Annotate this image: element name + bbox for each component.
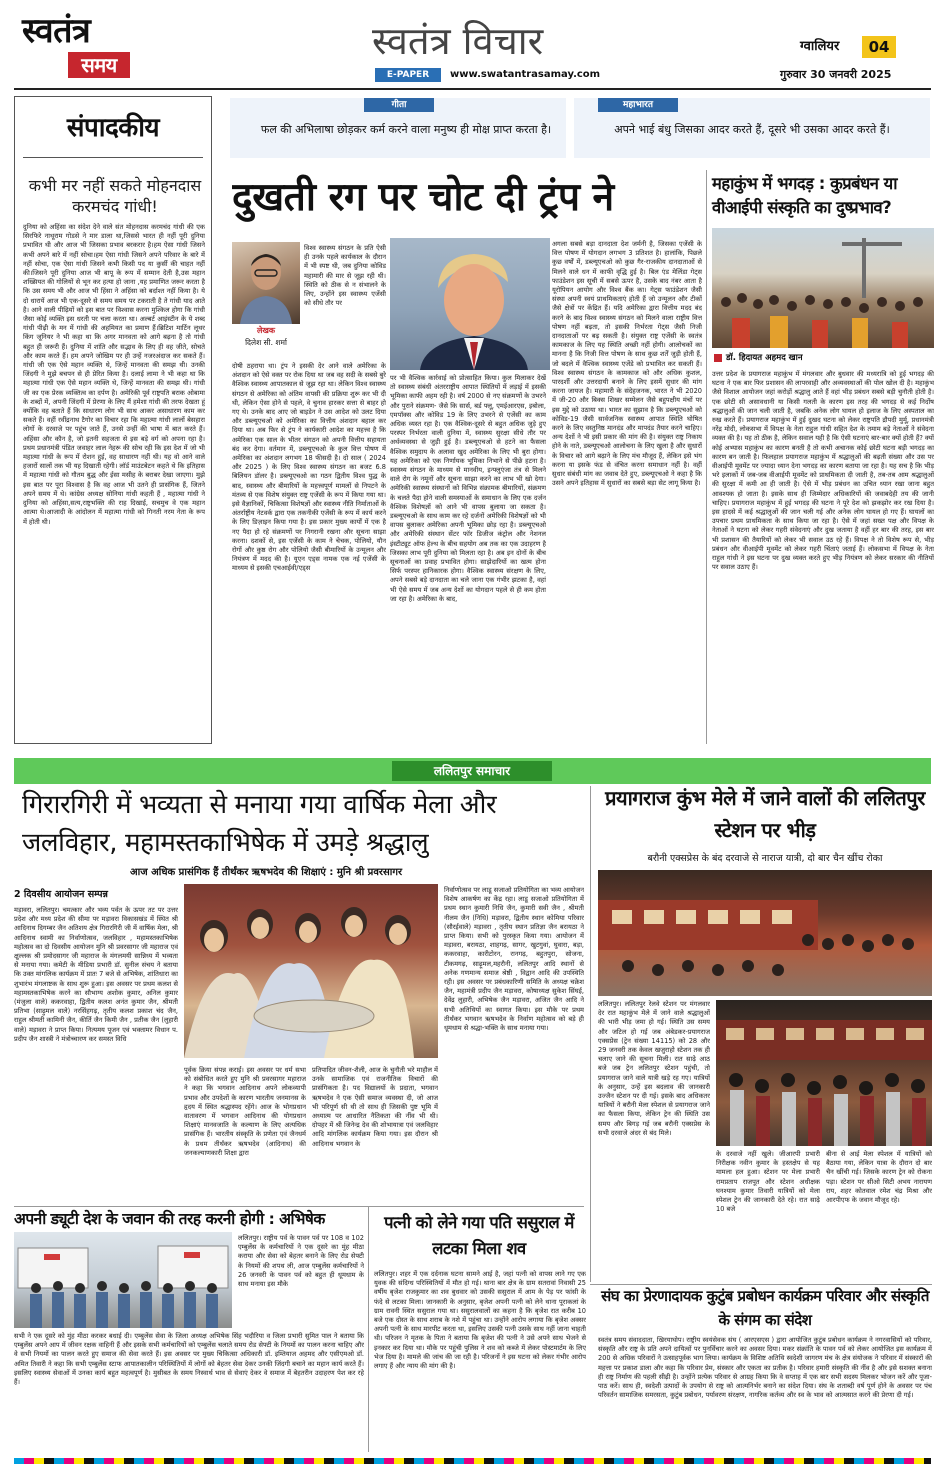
lead-column-1a: विश्व स्वास्थ्य संगठन के प्रति ऐसी ही उनके पहले कार्यकाल के दौरान में भी स्पष्ट थी, जब दुनिया कोविड महामारी की मार से जूझ रही थी। स्थिति को ठीक से न संभालने के लिए, उन्होंने इस स्वास्थ्य एजेंसी को सीधे तौर पर bbox=[304, 244, 386, 308]
author-portrait-icon bbox=[232, 242, 300, 324]
ambulance-staff-icon bbox=[14, 1232, 232, 1328]
editorial-section-title: संपादकीय bbox=[66, 113, 160, 143]
duty-headline: अपनी ड्यूटी देश के जवान की तरह करनी होगी : अभिषेक bbox=[14, 1210, 325, 1228]
masthead bbox=[0, 0, 945, 92]
crowd-scene-icon bbox=[712, 228, 934, 348]
quote-text: अपने भाई बंधु जिसका आदर करते हैं, दूसरे भी उसका आदर करते हैं। bbox=[614, 123, 890, 136]
quote-label: गीता bbox=[364, 98, 434, 112]
lead-column-3: अगला सबसे बड़ा दानदाता देश जर्मनी है, जिसका एजेंसी के वित्त पोषण में योगदान लगभग 3 प्रतिशत है। हालांकि, पिछले कुछ वर्षों में, डब्ल्यूएचओ को कुछ गैर-राजकीय दानदाताओं से मिलने वाले धन में काफी वृद्धि हुई है। बिल एंड मेलिंडा गेट्स फाउंडेशन इस सूची में सबसे ऊपर है, उसके बाद नंबर आता है यूरोपियन आयोग और विश्व बैंक का। गेट्स फाउंडेशन जैसी संस्था अपनी स्वयं प्राथमिकताएं होती हैं जो उन्मूलन और टीकों जैसे क्षेत्रों पर केंद्रित हैं। यदि अमेरिका द्वारा वित्तीय मदद बंद करने के बाद विश्व स्वास्थ्य संगठन को मिलने वाला राष्ट्रीय वित्त पोषण नहीं बढ़ता, तो इसकी निर्भरता गेट्स जैसी निजी दानदाताओं पर बढ़ सकती है। संयुक्त राष्ट्र एजेंसी के स्वतंत्र कामकाज के लिए यह स्थिति अच्छी नहीं होगी। आलोचकों का मानना है कि निजी वित्त पोषण के साथ कुछ शर्तें जुड़ी होती हैं, जो बदले में वैश्विक स्वास्थ्य एजेंडे को प्रभावित कर सकती हैं। विश्व स्वास्थ्य संगठन के कामकाज को और अधिक कुशल, पारदर्शी और उत्तरदायी बनाने के लिए इसमें सुधार की मांग करना जायज है। महामारी के संदेहजनक, भारत ने भी 2020 में जी-20 और बिक्स शिखर सम्मेलन जैसे बहुपक्षीय मंचों पर इस मुद्दे को उठाया था। भारत का सुझाव है कि डब्ल्यूएचओ को कोविड-19 जैसी सार्वजनिक स्वास्थ्य आपात स्थिति घोषित करने के लिए वस्तुनिष्ठ मानदंड और मापदंड तैयार करने चाहिए। अन्य देशों ने भी इसी प्रकार की मांग की है। संयुक्त राष्ट्र निकाय होने के नाते, डब्ल्यूएचओ आलोचना के लिए खुला है और सुधारों के विचार को आगे बढ़ाने के लिए मंच मौजूद हैं, लेकिन इसे भंग करना या इसके फंड से वंचित करना समाधान नहीं है। वहीं सुधार संबंधी मांग का जवाब देते हुए, डब्ल्यूएचओ ने कहा है कि उसने अपने इतिहास में सुधारों का सबसे बड़ा सेट लागू किया है। bbox=[552, 240, 702, 488]
mela-column-2: पूर्वक क्रिया संपन्न कराईं। इस अवसर पर धर्म सभा को संबोधित करते हुए मुनि श्री प्रवरसागर महाराज ने कहा कि भगवान आदिनाथ अपने लोकव्यापी प्रभाव और उपदेशों के कारण भारतीय जनमानस के हृदय में स्थित श्रद्धास्पद रहेंगे। आज के भोगप्रधान वातावरण में भगवान आदिनाथ की योगप्रधान शिक्षाएं मानवजाति के कल्याण के लिए अत्यधिक प्रासंगिक हैं। भारतीय संस्कृति के प्रणेता एवं जैनधर्म के प्रथम तीर्थंकर ऋषभदेव (आदिनाथ) की जनकल्याणकारी शिक्षा द्वारा bbox=[184, 1066, 306, 1157]
editorial-body: दुनिया को अहिंसा का संदेश देने वाले संत मोहनदास करमचंद गांधी की एक सिरफिरे नाथूराम गोडसे ने मार डाला था,जिससे भारत ही नहीं पूरी दुनिया प्रभावित थी और आज भी जिसका प्रभाव बरकरार है।हम ऐसा गांधी जिसने कभी अपने बारे में नहीं सोचा।हम ऐसा गांधी जिसने अपने परिवार के बारे में नहीं सोचा, एक ऐसा गांधी जिसने कभी किसी पद या कुर्सी की चाहत नहीं की।जिसने पूरी दुनिया आज भी बापू के रूप में सम्मान देती है,उस महान शख्सियत की गोलियों से भून कर हत्या हो जाना ,यह प्रमाणित जरूर करता है कि उस समय भी और आज भी हिंसा ने अहिंसा को बर्दाश्त नहीं किया है। ये दो धारायें आज भी एक-दूसरे से समय समय पर टकराती है ते गांधी याद आते है। आने वाली पीढ़ियों को इस बात पर विश्वास करना मुश्किल होगा कि गांधी जैसा कोई व्यक्ति इस धरती पर चला करता था। अल्बर्ट आइंस्टीन के ये शब्द गांधी पीढ़ी के मन में गांधी की अहमियत का प्रमाण हैं।ब्रिटिश मार्टिन लूथर किंग जूनियर ने भी कहा था कि अगर मानवता को आगे बढ़ना है तो गांधी बहुत ही जरूरी हैं। दुनिया में शांति और सद्भाव के लिए ही वह जीते, सोचते और काम करते हैं। हम अपने जोखिम पर ही उन्हें नजरअंदाज कर सकते हैं। गांधी जी एक ऐसे महान व्यक्ति थे, जिन्हें मानवता की समझ थी। उनकी जिंदगी ने मुझे बचपन से ही प्रेरित किया है। दलाई लामा ने भी कहा था कि महात्मा गांधी एक ऐसे महान व्यक्ति थे, जिन्हें मानवता की समझ थी। गांधी जी का एक प्रेरक व्यक्तित्व का दर्पण है। अमेरिकी पूर्व राष्ट्रपति बराक ओबामा के शब्दों में, अपनी जिंदगी में प्रेरणा के लिए मैं हमेशा गांधी की तरफ देखता हूं क्योंकि वह बताते हैं कि साधारण लोग भी साथ आकर असाधारण काम कर सकते हैं। वहीं रवींद्रनाथ टैगोर का विचार रहा कि महात्मा गांधी लालों बेसहारा लोगों के दरवाजे पर पहुंच जाते हैं, उनसे उन्हीं की भाषा में बात करते हैं। अहिंसा और कौन है, जो इतनी सहजता से इस बड़े वर्ग को अपना रहा है। प्रथम प्रधानमंत्री पंडित जवाहर लाल नेहरू की सोच रही कि इस देश में जो भी महात्मा गांधी के रूप में रोशन हुई, वह साधारण नहीं थी। यह वो आने वाले हजारों सालों तक भी यह दिखाती रहेगी। लॉर्ड माउंटबेटन कहते थे कि इतिहास में महात्मा गांधी को गौतम बुद्ध और ईसा मसीह के बराबर देखा जाएगा। मुझे इस बात पर पूरा विश्वास है कि वह आज भी उतने ही प्रासंगिक हैं, जितने अपने समय में थे। कांग्रेस अध्यक्ष सोनिया गांधी कहती हैं , महात्मा गांधी ने दुनिया को अहिंसा,सत्य,राष्ट्रभक्ति की राह दिखाई, सचमुच वे एक महान आत्मा थे।आजादी के आंदोलन में महात्मा गांधी को गिनती नरम नेता के रूप में होती थी। bbox=[23, 223, 205, 526]
editorial-headline: कभी मर नहीं सकते मोहनदास करमचंद गांधी! bbox=[28, 176, 202, 216]
byline-marker-icon bbox=[714, 354, 722, 362]
editorial-column bbox=[14, 96, 212, 744]
mela-deck: आज अधिक प्रासंगिक हैं तीर्थंकर ऋषभदेव की शिक्षाएं : मुनि श्री प्रवरसागर bbox=[130, 867, 403, 878]
mela-column-4: निर्वाणोत्सव पर लाडू सजाओ प्रतियोगिता का भव्य आयोजन विशेष आकर्षण का केंद्र रहा। लाडू सजाओ प्रतियोगिता में प्रथम स्थान कुमारी निधि जैन, कुमारी सवी जैन , श्रीमती नीलम जैन (निधि) मड़ावरा, द्वितीय स्थान कोमिया परिवार (सौरईवाले) मड़ावरा , तृतीय स्थान प्रतिज्ञा जैन बरायठा ने प्राप्त किया। सभी को पुरस्कृत किया गया। आयोजन में मड़ावरा, बरायठा, शाहगढ़, सागर, खुटगुवां, घुवारा, बड़ा, ककरवाहा, कारीटोरन, रानगढ़, बहुतपुरा, सोजना, टीकमगढ़, साढ़ूमल,महरौनी, ललितपुर आदि स्थानों से अनेक गणमान्य समाज श्रेष्ठी , विद्वान आदि की उपस्थिति रही। इस अवसर पर प्रबंधकारिणी समिति के अध्यक्ष चक्रेश जैन, महामंत्री प्रदीप जैन मड़ावरा, कोषाध्यक्ष सुकेश सिंघई, देवेंद्र लुहारी, अभिषेक जैन मड़ावरा, अजित जैन आदि ने सभी अतिथियों का स्वागत किया। इस मौके पर प्रथम तीर्थंकर भगवान ऋषभदेव के निर्वाण महोत्सव को बड़े ही धूमधाम से श्रद्धा-भक्ति के साथ मनाया गया। bbox=[444, 886, 584, 1033]
duty-body: सभी ने एक दूसरे को मुंह मीठा करकर बधाई दी। एम्बुलेंस सेवा के जिला अध्यक्ष अभिषेक सिंह भदौरिया व जिला प्रभारी सुमित पाल ने बताया कि एम्बुलेंस अपने आप में जीवन रक्षक वाहिनी हैं और इसके सभी कर्मचारियों को एम्बुलेंस चलाते समय रोड सेफ्टी के नियमों का पालन करना चाहिए और वे सभी नियमों का पालन करते हुए समाज की सेवा करते हैं। इस अवसर पर मुख्य चिकित्सा अधिकारी डॉ. इम्तियाज अहमद और एसीएमओ डॉ. अमित तिवारी ने कहा कि सभी एम्बुलेंस स्टाफ आपातकालीन परिस्थितियों में लोगों को बेहतर सेवा देकर उनकी जिंदगी बचाने का महान कार्य करते हैं। इसलिए स्वास्थ्य सेवाओं में उनका कार्य बहुत महत्वपूर्ण है। मुसीबत के समय निस्वार्थ भाव से सेवाएं देकर वे समाज में बेहतरीन उदाहरण पेश कर रहे हैं। bbox=[14, 1332, 364, 1387]
president-portrait-icon bbox=[390, 238, 550, 370]
quote-text: फल की अभिलाषा छोड़कर कर्म करने वाला मनुष्य ही मोक्ष प्राप्त करता है। bbox=[260, 123, 552, 136]
station-photo-2 bbox=[716, 1000, 932, 1146]
divider bbox=[23, 157, 203, 158]
ambulance-photo bbox=[14, 1232, 232, 1328]
author-photo bbox=[232, 242, 300, 324]
logo-bottom: समय bbox=[68, 52, 130, 78]
lead-headline: दुखती रग पर चोट दी ट्रंप ने bbox=[232, 175, 614, 220]
station-photo-1 bbox=[598, 870, 932, 996]
station-headline: प्रयागराज कुंभ मेले में जाने वालों की ललितपुर स्टेशन पर भीड़ bbox=[605, 786, 925, 842]
lead-column-2: पर भी वैश्विक कार्रवाई को प्रोत्साहित किया। कुल मिलाकर देखें तो स्वास्थ्य संबंधी अंतरराष्ट्रीय आपात स्थितियों में लड़ाई में इसकी भूमिका काफी अहम रही है। वर्ष 2000 से नए संक्रमणों के उभरने और पुराने संक्रमण- जैसे कि सार्स, बर्ड फ्लू, एमईआरएस, इबोला, एमपॉक्स और कोविड 19 के लिए उभरने से एजेंसी का काम अधिक व्यस्त रहा है। एक वैश्विक-दूसरे से बहुत अधिक जुड़े हुए परस्पर निर्भरता वाली दुनिया में, स्वास्थ्य सुरक्षा सीधे तौर पर अर्थव्यवस्था से जुड़ी हुई है। डब्ल्यूएचओ से हटने का फैसला वैश्विक समुदाय के अलावा खुद अमेरिका के लिए भी बुरा होगा। यह अमेरिका को एक निर्णायक भूमिका निभाने से पीछे हटना है। स्वास्थ्य संगठन के माध्यम से मानवीय, इन्फ्लुएंजा तंत्र से मिलने वाले रोग के नमूनों और सूचना साझा करने का लाभ भी खो देगा। अमेरिकी स्वास्थ्य संस्थानों को विभिन्न संक्रामक बीमारियों, संक्रमण के चलते पैदा होने वाली समस्याओं के समाधान के लिए एक दर्जन वैश्विक विशेषज्ञों को आने भी वापस बुलाया जा सकता है। डब्ल्यूएचओ के साथ काम कर रहे दर्जनों अमेरिकी विशेषज्ञों को भी वापस बुलाकर अमेरिका अपनी भूमिका छोड़ रहा है। डब्ल्यूएचओ और अमेरिकी संस्थान सेंटर फॉर डिजीज कंट्रोल और नेशनल इंस्टीट्यूट ऑफ हेल्थ के बीच सहयोग अब तक का एक उदाहरण है जिसका लाभ पूरी दुनिया को मिलता रहा है। अब इन दोनों के बीच सूचनाओं का प्रवाह प्रभावित होगा। साझेदारियों का खत्म होना सिर्फ परस्पर हानिकारक होगा। वैश्विक स्वास्थ्य संरक्षण के लिए, अपने सबसे बड़े दानदाता का चले जाना एक गंभीर झटका है, वहां भी ऐसे समय में जब अन्य देशों का योगदान पहले से ही कम होता जा रहा है। अमेरिका के बाद, bbox=[390, 374, 546, 603]
station-column-1: ललितपुर। ललितपुर रेलवे स्टेशन पर मंगलवार देर रात महाकुंभ मेले में जाने वाले श्रद्धालुओं की भारी भीड़ जमा हो गई। स्थिति उस समय और जटिल हो गई जब अंबेडकर-प्रयागराज एक्सप्रेस (ट्रेन संख्या 14115) को 28 और 29 जनवरी तक केवल खजुराहो स्टेशन तक ही चलाए जाने की सूचना मिली। रात साढ़े आठ बजे जब ट्रेन ललितपुर स्टेशन पहुंची, तो प्रयागराज जाने वाले यात्री खड़े रह गए। यात्रियों के अनुसार, उन्हें इस बदलाव की जानकारी उज्जैन स्टेशन पर दी गई। इसके बाद अधिकतर यात्रियों ने बरौनी मेला स्पेशल से प्रयागराज जाने का फैसला किया, लेकिन ट्रेन की स्थिति उस समय और बिगड़ गई जब बरौनी एक्सप्रेस के सभी दरवाजे अंदर से बंद मिले। bbox=[598, 1000, 710, 1137]
lead-photo bbox=[390, 238, 550, 370]
duty-column-1: ललितपुर। राष्ट्रीय पर्व के पावन पर्व पर 108 व 102 एम्बुलेंस के कर्मचारियों ने एक दूसरे का मुंह मीठा कराया और सेवा को बेहतर बनाने के लिए रोड सेफ्टी के नियमों की शपथ ली, आज एम्बुलेंस कर्मचारियों ने 26 जनवरी के पावन पर्व को बहुत ही धूमधाम के साथ मनाया इस मौके bbox=[238, 1234, 364, 1289]
mela-subhead: 2 दिवसीय आयोजन सम्पन्न bbox=[14, 889, 108, 900]
lalitpur-banner bbox=[14, 758, 931, 784]
ceremony-scene-icon bbox=[184, 884, 438, 1058]
station-column-2b: बीना से आई मेला स्पेशल में यात्रियों को बैठाया गया, लेकिन यात्रा के दौरान दो बार चैन खींची गई। जिसके कारण ट्रेन को रोकना पड़ा। स्टेशन पर सीओ सिटी अभय नारायण राय, शहर कोतवाल रमेश चंद्र मिश्रा और आरपीएफ के जवान मौजूद रहे। bbox=[826, 1150, 932, 1205]
city-label: ग्वालियर bbox=[800, 39, 840, 54]
kumbh-photo bbox=[712, 228, 934, 348]
mela-column-1: मड़ावरा, ललितपुर। चमत्कार और भव्य पर्वत के ऊपर तट पर उत्तर प्रदेश और मध्य प्रदेश की सीमा पर मड़ावरा विकासखंड में स्थित श्री आदिनाथ दिगम्बर जैन अतिशय क्षेत्र गिरारगिरी जी में वार्षिक मेला, श्री आदिनाथ स्वामी का निर्वाणोत्सव, जलविहार , महामस्तकाभिषेक महोत्सव का दो दिवसीय आयोजन मुनि श्री प्रवरसागर जी महाराज एवं क्षुल्लक श्री प्रमोदसागर जी महाराज के मंगलमयी सान्निध्य में भव्यता से मनाया गया। कमेटी के मीडिया प्रभारी डॉ. सुनील संचय ने बताया कि उक्त मांगलिक कार्यक्रम में प्रातः 7 बजे से अभिषेक, शांतिधारा का शुभारंभ मंगलाष्टक के साथ शुरू हुआ। इस अवसर पर प्रथम कलश से महामस्तकाभिषेक करने का सौभाग्य अशोक कुमार, अनिल कुमार (मंजुला वाले) ककरवाहा, द्वितीय कलश अनंत कुमार जैन, श्रीमती प्रतिभा (साढ़ुमल वाले) नरसिंहगढ़, तृतीय कलश प्रकाश चंद जैन, राहुल श्रीमती कामिनी जैन, कीर्ति जैन किमी जैन , प्रतीक जैन (लुहारी वाले) मड़ावरा ने प्राप्त किया। नित्यमय पूजन एवं भक्तामर विधान प. प्रदीप जैन शास्त्री ने मंत्रोच्चारण कर समस्त विधि bbox=[14, 906, 178, 1043]
column-divider bbox=[706, 170, 707, 744]
kumbh-headline: महाकुंभ में भगदड़ : कुप्रबंधन या वीआईपी संस्कृति का दुष्प्रभाव? bbox=[712, 174, 897, 217]
masthead-title: स्वतंत्र विचार bbox=[372, 19, 544, 63]
divider bbox=[14, 1206, 584, 1207]
printer-color-bar bbox=[14, 1458, 931, 1464]
masthead-rule bbox=[14, 88, 931, 90]
column-divider bbox=[590, 786, 591, 1282]
kumbh-byline: डॉ. हिदायत अहमद खान bbox=[726, 353, 803, 363]
wife-headline: पत्नी को लेने गया पति ससुराल में लटका मिला शव bbox=[384, 1213, 574, 1258]
page-number: 04 bbox=[862, 36, 896, 58]
epaper-label: E-PAPER bbox=[375, 68, 441, 82]
lalitpur-banner-label: ललितपुर समाचार bbox=[392, 761, 552, 781]
station-column-2a: के दरवाजे नहीं खुले। जीआरपी प्रभारी निरीक्षक नवीन कुमार के हस्तक्षेप से यह मामला हल हुआ। स्टेशन पर मेला प्रभारी रामप्रताप राजपूत और स्टेशन अधीक्षक घनश्याम कुमार तिवारी यात्रियों को मेला स्पेशल ट्रेन की जानकारी देते रहे। रात साढ़े 10 बजे bbox=[716, 1150, 820, 1214]
logo-top: स्वतंत्र bbox=[22, 11, 91, 51]
author-tag: लेखक bbox=[256, 326, 276, 335]
mela-headline: गिरारगिरी में भव्यता से मनाया गया वार्षिक मेला और जलविहार, महामस्तकाभिषेक में उमड़े श्रद्धालु bbox=[22, 790, 497, 858]
sangh-headline: संघ का प्रेरणादायक कुटुंब प्रबोधन कार्यक्रम परिवार और संस्कृति के संगम का संदेश bbox=[601, 1287, 929, 1329]
lead-column-1: दोषी ठहराया था। ट्रंप ने इसकी देर आने वाले अमेरिका के अंशदान को ऐसे वक्त पर रोक दिया था जब वह सदी के सबसे बुरे वैश्विक स्वास्थ्य आपातकाल से जूझ रहा था। लेकिन विश्व स्वास्थ्य संगठन से अमेरिका को अंतिम वापसी की प्रक्रिया शुरू कर भी दी थी, लेकिन ऐसा होने से पहले, वे चुनाव हारकर सत्ता से बाहर हो गए थे। उनके बाद आए जो बाइडेन ने उस आदेश को उलट दिया और डब्ल्यूएचओ को अमेरिका का वित्तीय अंशदान बहाल कर दिया था। अब फिर से ट्रंप ने कार्यकारी आदेश का महत्त्व है कि अमेरिका एक साल के भीतर संगठन को अपनी वित्तीय सहायता बंद कर देगा। वर्तमान में, डब्ल्यूएचओ के कुल वित्त पोषण में अमेरिका का अंशदान लगभग 18 फीसदी है। दो साल ( 2024 और 2025 ) के लिए विश्व स्वास्थ्य संगठन का बजट 6.8 बिलियन डॉलर है। डब्ल्यूएचओ का गठन द्वितीय विश्व युद्ध के बाद, स्वास्थ्य और बीमारियों के महत्त्वपूर्ण मामलों से निपटने के मंतव्य से एक विशेष संयुक्त राष्ट्र एजेंसी के रूप में किया गया था। इसे वैज्ञानिकों, चिकित्सा विशेषज्ञों और स्वास्थ्य नीति निर्माताओं के अंतर्राष्ट्रीय नेटवर्क द्वारा एक तकनीकी एजेंसी के रूप में कार्य करने के लिए डिज़ाइन किया गया है। इस प्रकार मुख्य कार्यों में एक है नए पैदा हो रहे संक्रमणों पर निगरानी रखना और सूचना साझा करना। दशकों से, इस एजेंसी के काम ने चेचक, पोलियो, यौन रोगों और कुष्ठ रोग और पोलियो जैसी बीमारियों के उन्मूलन और नियंत्रण में मदद की है। यूएन एड्स नामक एक नई एजेंसी के माध्यम से इसकी एचआईवी/एड्स bbox=[232, 362, 386, 573]
wife-body: ललितपुर। शहर में एक दर्दनाक घटना सामने आई है, जहां पत्नी को वापस लाने गए एक युवक की संदिग्ध परिस्थितियों में मौत हो गई। थाना बार क्षेत्र के ग्राम सतरावां निवासी 25 वर्षीय बृजेश राजकुमार का शव बुधवार को उसकी ससुराल में आम के पेड़ पर फांसी के फंदे से लटका मिला। जानकारी के अनुसार, बृजेश अपनी पत्नी को लेने थाना पूराकलां के ग्राम रावनी स्थित ससुराल गया था। ससुरालवालों का कहना है कि बृजेश रात करीब 10 बजे एक दोस्त के साथ शराब के नशे में पहुंचा था। उन्होंने आरोप लगाया कि बृजेश अक्सर अपनी पत्नी के साथ मारपीट करता था, इसलिए उसकी पत्नी उसके साथ नहीं जाना चाहती थी। परिजन ने मृतक के पिता ने बताया कि बृजेश की पत्नी ने उसे अपने साथ भेजने से इनकार कर दिया था। मौके पर पहुंची पुलिस ने शव को कब्जे में लेकर पोस्टमार्टम के लिए भेज दिया है। मामले की जांच की जा रही है। परिजनों ने इस घटना को लेकर गंभीर आरोप लगाए हैं और न्याय की मांग की है। bbox=[374, 1270, 586, 1371]
author-name: दिलेश सी. शर्मा bbox=[245, 338, 287, 347]
quote-box-mahabharat bbox=[574, 98, 930, 158]
kumbh-body: उत्तर प्रदेश के प्रयागराज महाकुंभ में मंगलवार और बुधवार की मध्यरात्रि को हुई भगदड़ की घटना ने एक बार फिर प्रशासन की लापरवाही और अव्यवस्थाओं की पोल खोल दी है। महाकुंभ जैसे विशाल आयोजन जहां करोड़ों श्रद्धालु आते हैं वहां भीड़ प्रबंधन सबसे बड़ी चुनौती होती है। एक छोटी सी असावधानी या किसी गलती के कारण इस तरह की भगदड़ से कई निर्दोष श्रद्धालुओं की जान चली जाती है, जबकि अनेक लोग घायल हो इलाज के लिए अस्पताल का रुख करते हैं। प्रयागराज महाकुंभ में हुई दुखद घटना को लेकर राष्ट्रपति द्रौपदी मुर्मू, प्रधानमंत्री नरेंद्र मोदी, लोकसभा में विपक्ष के नेता राहुल गांधी सहित देश के तमाम बड़े नेताओं ने संवेदना व्यक्त की है। यह तो ठीक है, लेकिन सवाल यही है कि ऐसी घटनाएं बार-बार क्यों होती हैं? क्यों कोई अभ्यास महाकुंभ का कारण बनती है तो कभी अचानक कोई छोटी घटना बड़ी भगदड़ का कारण बन जाती है। फिलहाल प्रयागराज महाकुंभ में श्रद्धालुओं की बढ़ती संख्या और उस पर वीआईपी मूवमेंट पर ज्यादा ध्यान देना भगदड़ का कारण बताया जा रहा है। यह सच है कि भीड़ भरे इलाकों में जब-जब वीआईपी मूवमेंट को प्राथमिकता दी जाती है, तब-तब आम श्रद्धालुओं की सुरक्षा में कमी आ ही जाती है। ऐसे में भीड़ प्रबंधन का उचित ध्यान रखा जाना बहुत आवश्यक हो जाता है। इसके साथ ही जिम्मेदार अधिकारियों की जवाबदेही तय की जानी चाहिए। प्रयागराज महाकुंभ में हुई भगदड़ की घटना ने पूरे देश को झकझोर कर रख दिया है। इस हादसे में कई श्रद्धालुओं की जान चली गई और अनेक लोग घायल हो गए हैं। घायलों का उपचार प्रथम प्राथमिकता के साथ किया जा रहा है। ऐसे में जहां सख्त पक्ष और विपक्ष के नेताओं ने घटना को लेकर गहरी संवेदनाएं और दुख जताया है वहीं हर बार की तरह, इस बार भी प्रशासन की तैयारियों को लेकर भी सवाल उठ रहे हैं। विपक्ष ने तो विशेष रूप से, भीड़ प्रबंधन और वीआईपी मूवमेंट को लेकर गहरी चिंताएं जताई हैं। लोकसभा में विपक्ष के नेता राहुल गांधी ने इस घटना पर दुख व्यक्त करते हुए भीड़ नियंत्रण को लेकर सरकार की नीतियों पर सवाल उठाए हैं। bbox=[712, 370, 934, 572]
quote-box-gita bbox=[230, 98, 566, 158]
sangh-body: स्वतंत्र समय संवाददाता, खिरयाघोप। राष्ट्रीय स्वयंसेवक संघ ( आरएसएस ) द्वारा आयोजित कुटुंब प्रबोधन कार्यक्रम ने नगरवासियों को परिवार, संस्कृति और राष्ट्र के प्रति अपने दायित्वों पर पुनर्विचार करने का अवसर दिया। मकर संक्रांति के पावन पर्व को लेकर आयोजित इस कार्यक्रम में 200 से अधिक परिवारों ने उत्साहपूर्वक भाग लिया। कार्यक्रम के विशिष्ट अतिथि स्वदेशी जागरण मंच के क्षेत्र संयोजक ने परिवार में संस्कारों की महत्ता पर प्रकाश डाला और कहा कि परिवार प्रेम, संस्कार और एकता का प्रतीक है। परिवार हमारी संस्कृति की नींव है और इसे सशक्त बनाना ही राष्ट्र निर्माण की पहली सीढ़ी है। उन्होंने प्रत्येक परिवार से आग्रह किया कि वे सप्ताह में एक बार सभी सदस्य मिलकर भोजन करें और पूजा-पाठ करें। साथ ही, स्वदेशी उत्पादों के उपयोग से राष्ट्र को आत्मनिर्भर बनाने का संदेश दिया। संघ के शताब्दी वर्ष पूर्ण होने के अवसर पर पंच परिवर्तन सामाजिक समरसता, कुटुंब प्रबोधन, पर्यावरण संरक्षण, नागरिक कर्तव्य और स्व के भाव को आत्मसात करने की प्रेरणा दी गई। bbox=[598, 1336, 932, 1400]
mela-photo bbox=[184, 884, 438, 1058]
website-link[interactable]: www.swatantrasamay.com bbox=[450, 69, 601, 80]
platform-crowd-icon bbox=[716, 1000, 932, 1146]
issue-date: गुरुवार 30 जनवरी 2025 bbox=[780, 68, 892, 81]
logo bbox=[22, 10, 132, 80]
column-divider bbox=[368, 1206, 369, 1452]
train-crowd-icon bbox=[598, 870, 932, 996]
mela-column-3: प्रतिपादित जीवन-शैली, आज के चुनौती भरे माहौल में उनके सामाजिक एवं राजनीतिक विचारों की प्रासंगिकता है। पद विद्यालयों के प्रदाता, भगवान ऋषभदेव ने एक ऐसी समाज व्यवस्था दी, जो आज भी परिपूर्ण सी थी तो साथ ही जिसकी पुष्ट भूमि में अध्यात्म पर आधारित नैतिकता की नींव भी थी। दोपहर में श्री जिनेन्द्र देव की शोभायात्रा एवं जलविहार आदि मांगलिक कार्यक्रम किया गया। इस दौरान श्री आदिनाथ भगवान के bbox=[312, 1066, 438, 1148]
quote-label: महाभारत bbox=[598, 98, 678, 112]
station-deck: बरौनी एक्सप्रेस के बंद दरवाजे से नाराज यात्री, दो बार चैन खींच रोका bbox=[647, 853, 883, 864]
